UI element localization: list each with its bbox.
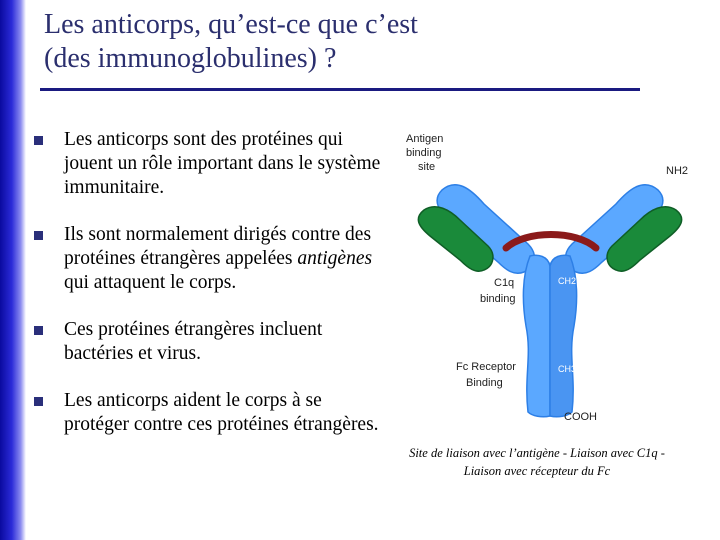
ch3-label: CH3 (558, 364, 577, 374)
bullet-item-4 (34, 389, 384, 437)
nh2-label: NH2 (666, 165, 689, 177)
antigen-label-line1: Antigen (406, 133, 444, 145)
bullet-text: Ils sont normalement dirigés contre des protéines étrangères appelées (64, 224, 372, 269)
figure-caption (392, 444, 682, 480)
bullet-text-end: qui attaquent le corps. (64, 272, 237, 293)
caption-line-2: Liaison avec récepteur du Fc (463, 464, 611, 478)
bullet-emphasis: antigènes (297, 248, 373, 269)
bullet-item-2 (34, 223, 384, 295)
bullet-square-icon (34, 136, 43, 145)
heavy-chain-stem-left (523, 255, 550, 416)
bullet-list (34, 128, 384, 460)
bullet-square-icon (34, 397, 43, 406)
c1q-label-line1: C1q (494, 277, 515, 289)
title-underline (40, 88, 640, 91)
ch1-label: CH1 (586, 202, 605, 212)
bullet-square-icon (34, 231, 43, 240)
bullet-text: Les anticorps aident le corps à se protéger contre ces protéines étrangères. (64, 390, 379, 435)
ch2-label: CH2 (558, 276, 577, 286)
bullet-text: Ces protéines étrangères incluent bactéries et virus. (64, 319, 323, 364)
antigen-label-line3: site (418, 161, 436, 173)
antibody-illustration (396, 126, 706, 426)
fc-receptor-label-line1: Fc Receptor (456, 361, 516, 373)
bullet-item-3 (34, 318, 384, 366)
slide-title (44, 8, 418, 76)
bullet-square-icon (34, 326, 43, 335)
antigen-label-line2: binding (406, 147, 442, 159)
bullet-item-1 (34, 128, 384, 200)
c1q-label-line2: binding (480, 293, 516, 305)
title-line-2: (des immunoglobulines) ? (44, 43, 337, 74)
title-line-1: Les anticorps, qu’est-ce que c’est (44, 9, 418, 40)
bullet-text: Les anticorps sont des protéines qui jouent un rôle important dans le système immunitaire. (64, 129, 381, 198)
fc-receptor-label-line2: Binding (466, 377, 503, 389)
caption-line-1: Site de liaison avec l’antigène - Liaison avec C1q - (409, 446, 665, 460)
cooh-label: COOH (564, 411, 597, 423)
antibody-diagram (396, 126, 706, 426)
sidebar-decoration (0, 0, 26, 540)
